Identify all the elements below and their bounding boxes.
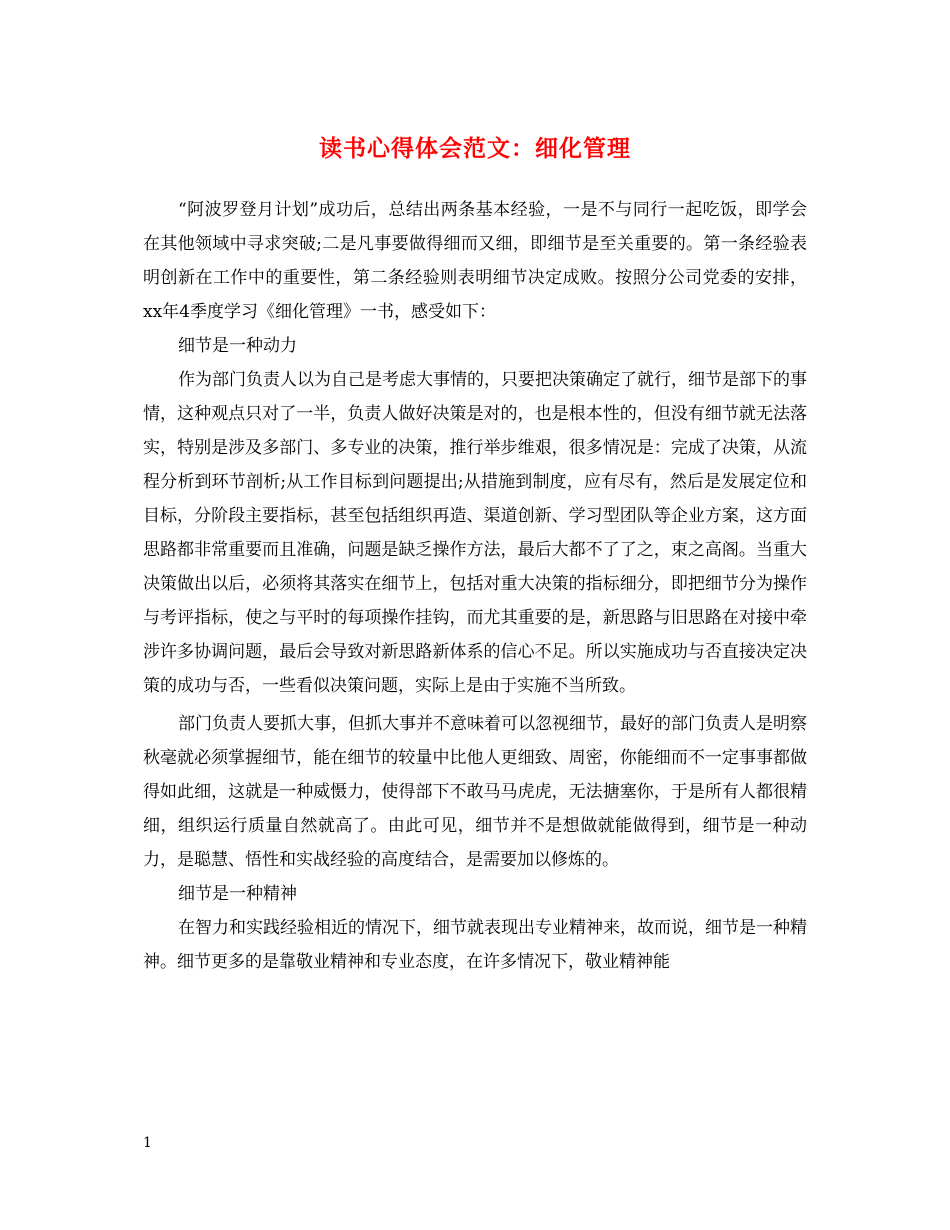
section-heading-spirit: 细节是一种精神 [178, 884, 297, 904]
paragraph-motivation-1: 作为部门负责人以为自己是考虑大事情的，只要把决策确定了就行，细节是部下的事情，这种观点只对了一半，负责人做好决策是对的，也是根本性的，但没有细节就无法落实，特别是涉及多部门、多专业的决策，推行举步维艰，很多情况是：完成了决策，从流程分析到环节剖析;从工作目标到问题提出;从措施到制度，应有尽有，然后是发展定位和目标，分阶段主要指标，甚至包括组织再造、渠道创新、学习型团队等企业方案，这方面思路都非常重要而且准确，问题是缺乏操作方法，最后大都不了了之，束之高阁。当重大决策做出以后，必须将其落实在细节上，包括对重大决策的指标细分，即把细节分为操作与考评指标，使之与平时的每项操作挂钩，而尤其重要的是，新思路与旧思路在对接中牵涉许多协调问题，最后会导致对新思路新体系的信心不足。所以实施成功与否直接决定决策的成功与否，一些看似决策问题，实际上是由于实施不当所致。 [143, 370, 807, 696]
paragraph-motivation-2: 部门负责人要抓大事，但抓大事并不意味着可以忽视细节，最好的部门负责人是明察秋毫就必须掌握细节，能在细节的较量中比他人更细致、周密，你能细而不一定事事都做得如此细，这就是一种威慑力，使得部下不敢马马虎虎，无法搪塞你，于是所有人都很精细，组织运行质量自然就高了。由此可见，细节并不是想做就能做得到，细节是一种动力，是聪慧、悟性和实战经验的高度结合，是需要加以修炼的。 [143, 714, 807, 870]
section-heading-motivation: 细节是一种动力 [178, 336, 297, 356]
document-title: 读书心得体会范文：细化管理 [319, 135, 631, 162]
paragraph-spirit-1: 在智力和实践经验相近的情况下，细节就表现出专业精神来，故而说，细节是一种精神。细节更多的是靠敬业精神和专业态度，在许多情况下，敬业精神能 [143, 918, 807, 972]
page-number: 1 [143, 1135, 152, 1151]
document-body [143, 193, 807, 979]
paragraph-intro: “阿波罗登月计划”成功后，总结出两条基本经验，一是不与同行一起吃饭，即学会在其他领域中寻求突破;二是凡事要做得细而又细，即细节是至关重要的。第一条经验表明创新在工作中的重要性，第二条经验则表明细节决定成败。按照分公司党委的安排，xx年4季度学习《细化管理》一书，感受如下： [143, 200, 807, 322]
